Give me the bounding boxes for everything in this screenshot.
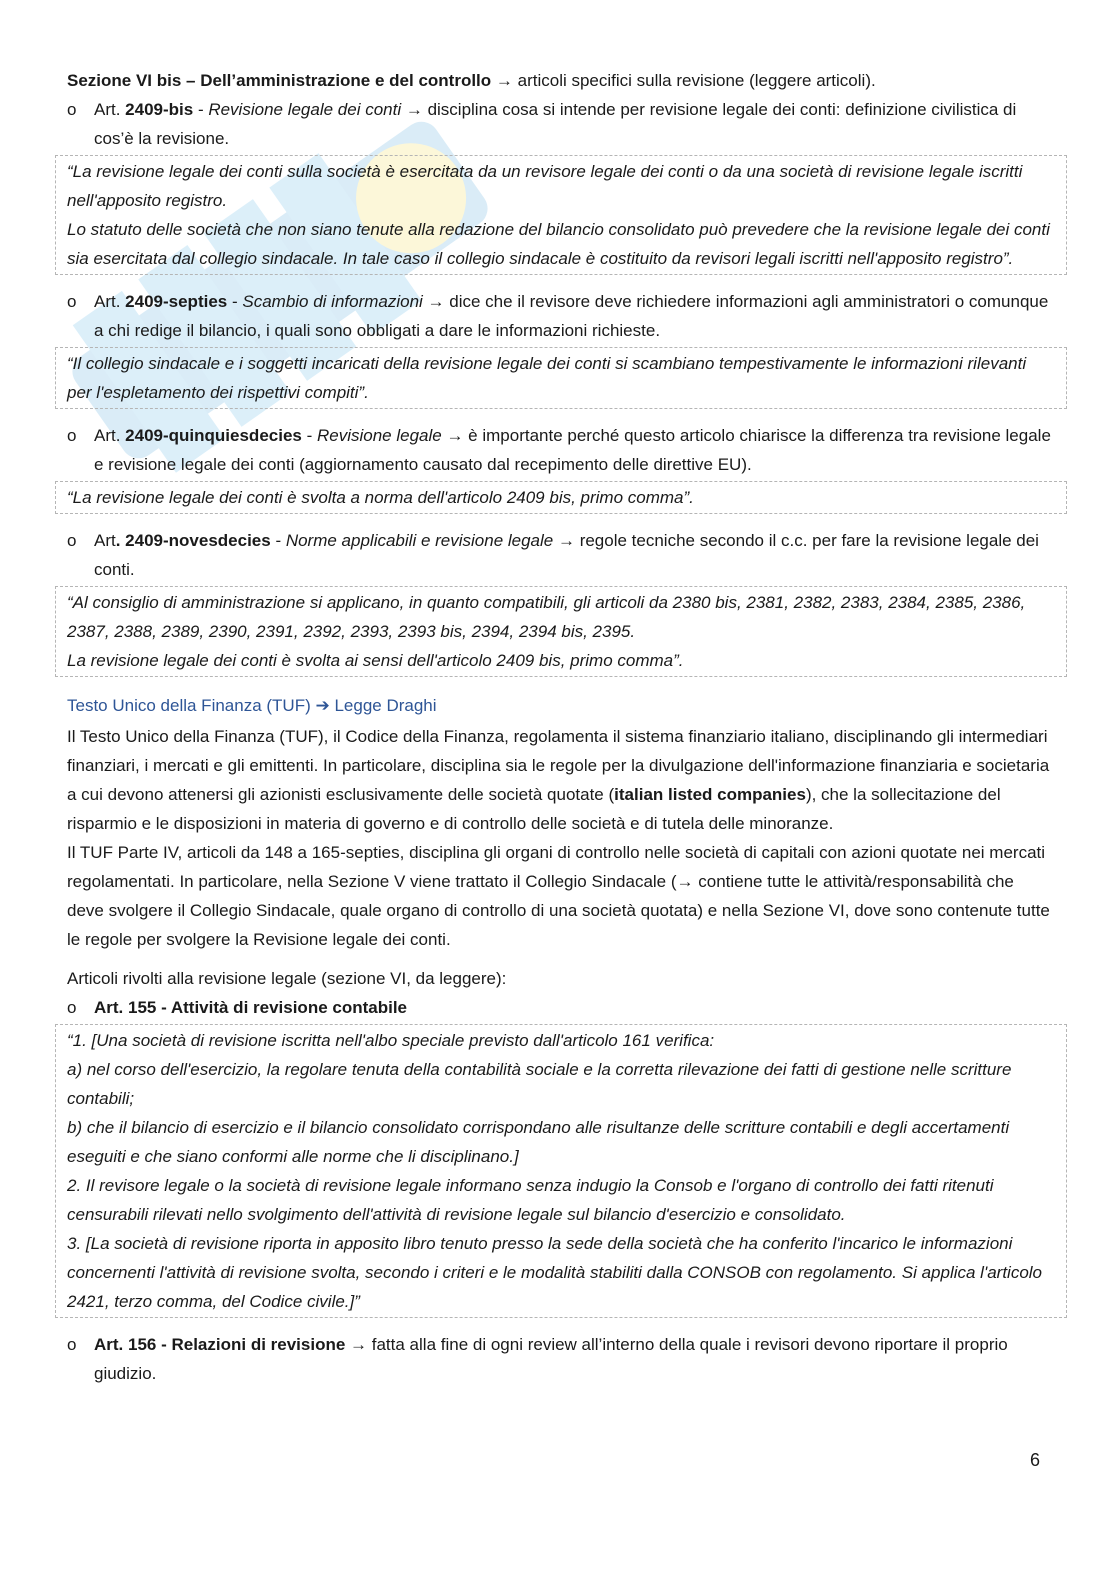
article-description: → disciplina cosa si intende per revisione legale dei conti: definizione civilistica di cos’è la revisione. <box>94 100 1017 148</box>
quote-line: 2. Il revisore legale o la società di revisione legale informano senza indugio la Consob e l'organo di controllo dei fatti ritenuti censurabili rilevati nello svolgimento dell'attività di revisione legale sul bilancio d'esercizio e consolidato. <box>67 1176 994 1224</box>
quote-box-2409-septies <box>55 347 1067 409</box>
list-bullet: o <box>67 1335 77 1354</box>
article-prefix: Art. <box>94 100 126 119</box>
sezione-title: Sezione VI bis – Dell’amministrazione e del controllo <box>67 71 492 90</box>
quote-line: 3. [La società di revisione riporta in apposito libro tenuto presso la sede della società che ha conferito l'incarico le informazioni concernenti l'attività di revisione svolta, secondo i criteri e le modalità stabiliti dalla CONSOB con regolamento. Si applica l'articolo 2421, terzo comma, del Codice civile.]” <box>67 1234 1043 1311</box>
article-separator: - <box>270 531 286 550</box>
article-item-2409-bis <box>67 95 1055 153</box>
document-body <box>67 66 1055 1388</box>
quote-box-2409-novesdecies <box>55 586 1067 677</box>
article-item-155 <box>67 993 1055 1022</box>
tuf-para1-text-b: ), che la sollecitazione del risparmio e le disposizioni in materia di governo e di controllo delle società e di tutela delle minoranze. <box>67 785 1001 833</box>
article-title: Scambio di informazioni <box>242 292 423 311</box>
article-description: → fatta alla fine di ogni review all’interno della quale i revisori devono riportare il proprio giudizio. <box>94 1335 1008 1383</box>
quote-box-2409-quinquiesdecies <box>55 481 1067 514</box>
article-item-156 <box>67 1330 1055 1388</box>
quote-box-155 <box>55 1024 1067 1318</box>
quote-line: Lo statuto delle società che non siano tenute alla redazione del bilancio consolidato può prevedere che la revisione legale dei conti sia esercitata dal collegio sindacale. In tale caso il collegio sindacale è costituito da revisori legali iscritti nell'apposito registro”. <box>67 220 1050 268</box>
article-item-2409-septies <box>67 287 1055 345</box>
tuf-heading-text: Testo Unico della Finanza (TUF) <box>67 696 316 715</box>
article-item-2409-quinquiesdecies <box>67 421 1055 479</box>
quote-line: a) nel corso dell'esercizio, la regolare tenuta della contabilità sociale e la corretta rilevazione dei fatti di gestione nelle scritture contabili; <box>67 1060 1012 1108</box>
tuf-paragraph-1 <box>67 722 1055 838</box>
quote-line: “Al consiglio di amministrazione si applicano, in quanto compatibili, gli articoli da 2380 bis, 2381, 2382, 2383, 2384, 2385, 2386, 2387, 2388, 2389, 2390, 2391, 2392, 2393, 2393 bis, 2394, 2394 bis, 2395. <box>67 593 1026 641</box>
quote-line: “La revisione legale dei conti è svolta a norma dell'articolo 2409 bis, primo comma”. <box>67 488 694 507</box>
article-title: Revisione legale <box>316 426 442 445</box>
quote-box-2409-bis <box>55 155 1067 275</box>
tuf-heading-suffix: Legge Draghi <box>329 696 437 715</box>
quote-line: “Il collegio sindacale e i soggetti incaricati della revisione legale dei conti si scambiano tempestivamente le informazioni rilevanti per l'espletamento dei rispettivi compiti”. <box>67 354 1027 402</box>
tuf-intro: Articoli rivolti alla revisione legale (sezione VI, da leggere): <box>67 969 507 988</box>
quote-line: b) che il bilancio di esercizio e il bilancio consolidato corrispondano alle risultanze delle scritture contabili e degli accertamenti eseguiti e che siano conformi alle norme che li disciplinano.] <box>67 1118 1010 1166</box>
article-item-2409-novesdecies <box>67 526 1055 584</box>
article-number: 2409-septies <box>125 292 228 311</box>
list-bullet: o <box>67 426 77 445</box>
article-number: 2409-quinquiesdecies <box>125 426 302 445</box>
article-separator: - <box>193 100 209 119</box>
tuf-para1-text-a: Il Testo Unico della Finanza (TUF), il Codice della Finanza, regolamenta il sistema finanziario italiano, disciplinando gli intermediari finanziari, i mercati e gli emittenti. In particolare, disciplina sia le regole per la divulgazione dell'informazione finanziaria e societaria a cui devono attenersi gli azionisti esclusivamente delle società quotate ( <box>67 727 1050 804</box>
list-bullet: o <box>67 531 77 550</box>
list-bullet: o <box>67 998 77 1017</box>
tuf-heading <box>67 691 1055 720</box>
sezione-rest: → articoli specifici sulla revisione (leggere articoli). <box>491 71 876 90</box>
quote-line: “1. [Una società di revisione iscritta nell'albo speciale previsto dall'articolo 161 verifica: <box>67 1031 715 1050</box>
article-description: → è importante perché questo articolo chiarisce la differenza tra revisione legale e revisione legale dei conti (aggiornamento causato dal recepimento delle direttive EU). <box>94 426 1051 474</box>
article-separator: - <box>227 292 243 311</box>
article-description: → dice che il revisore deve richiedere informazioni agli amministratori o comunque a chi redige il bilancio, i quali sono obbligati a dare le informazioni richieste. <box>94 292 1049 340</box>
article-description: → regole tecniche secondo il c.c. per fare la revisione legale dei conti. <box>94 531 1039 579</box>
sezione-line <box>67 66 1055 95</box>
article-prefix: Art <box>94 531 116 550</box>
article-number: . 2409-novesdecies <box>115 531 271 550</box>
article-prefix: Art. <box>94 292 126 311</box>
tuf-paragraph-2: Il TUF Parte IV, articoli da 148 a 165-septies, disciplina gli organi di controllo nelle società di capitali con azioni quotate nei mercati regolamentati. In particolare, nella Sezione V viene trattato il Collegio Sindacale (→ contiene tutte le attività/responsabilità che deve svolgere il Collegio Sindacale, quale organo di controllo di una società quotata) e nella Sezione VI, dove sono contenute tutte le regole per svolgere la Revisione legale dei conti. <box>67 843 1050 949</box>
article-number: 2409-bis <box>125 100 194 119</box>
list-bullet: o <box>67 100 77 119</box>
article-title: Norme applicabili e revisione legale <box>285 531 554 550</box>
arrow-icon: ➔ <box>315 696 330 715</box>
article-separator: - <box>301 426 317 445</box>
article-title: Revisione legale dei conti <box>208 100 402 119</box>
quote-line: La revisione legale dei conti è svolta ai sensi dell'articolo 2409 bis, primo comma”. <box>67 651 684 670</box>
spacer <box>67 954 1055 964</box>
tuf-para1-bold: italian listed companies <box>614 785 806 804</box>
article-prefix: Art. <box>94 426 126 445</box>
list-bullet: o <box>67 292 77 311</box>
article-title: Art. 155 - Attività di revisione contabile <box>94 998 408 1017</box>
page-number: 6 <box>1030 1450 1041 1470</box>
article-title: Art. 156 - Relazioni di revisione <box>94 1335 346 1354</box>
quote-line: “La revisione legale dei conti sulla società è esercitata da un revisore legale dei conti o da una società di revisione legale iscritti nell'apposito registro. <box>67 162 1023 210</box>
